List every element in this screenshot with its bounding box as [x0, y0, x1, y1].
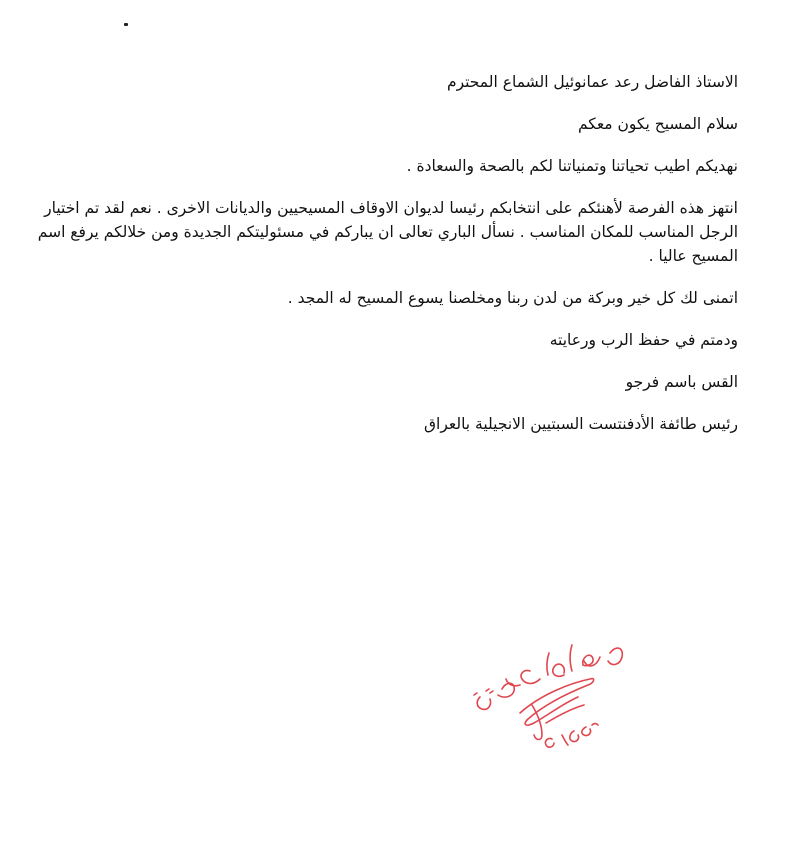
sender-name: القس باسم فرجو	[625, 373, 738, 391]
ink-stroke	[546, 705, 584, 723]
ink-stroke	[553, 664, 565, 676]
ink-stroke	[547, 653, 549, 675]
ink-stroke	[608, 648, 622, 664]
ink-stroke	[474, 689, 493, 695]
paragraph-line: انتهز هذه الفرصة لأهنئكم على انتخابكم رئيسا لديوان الاوقاف المسيحيين والديانات الاخرى . نعم لقد تم اختيار	[44, 199, 738, 217]
ink-stroke	[570, 731, 579, 742]
ink-stroke	[521, 671, 540, 684]
paragraph-line: المسيح عاليا .	[648, 247, 738, 265]
wishes-line: نهديكم اطيب تحياتنا وتمنياتنا لكم بالصحة والسعادة .	[406, 157, 738, 175]
closing-line: ودمتم في حفظ الرب ورعايته	[549, 331, 738, 349]
signature-ink	[450, 635, 650, 755]
scan-speck	[124, 23, 128, 26]
blessing-line: اتمنى لك كل خير وبركة من لدن ربنا ومخلصنا يسوع المسيح له المجد .	[287, 289, 738, 307]
congratulation-paragraph	[37, 196, 738, 268]
letter-body	[37, 70, 738, 454]
ink-stroke	[520, 679, 594, 725]
greeting: سلام المسيح يكون معكم	[577, 115, 738, 133]
paragraph-line: الرجل المناسب للمكان المناسب . نسأل الباري تعالى ان يباركم في مسئوليتكم الجديدة ومن خلالكم يرفع اسم	[37, 223, 738, 241]
ink-stroke	[477, 697, 490, 709]
salutation: الاستاذ الفاضل رعد عمانوئيل الشماع المحترم	[446, 73, 738, 91]
sender-title: رئيس طائفة الأدفنتست السبتيين الانجيلية بالعراق	[423, 415, 738, 433]
handwritten-signature	[450, 635, 650, 755]
ink-stroke	[545, 738, 554, 747]
ink-stroke	[582, 724, 598, 736]
ink-stroke	[570, 645, 572, 671]
ink-stroke	[562, 735, 568, 745]
